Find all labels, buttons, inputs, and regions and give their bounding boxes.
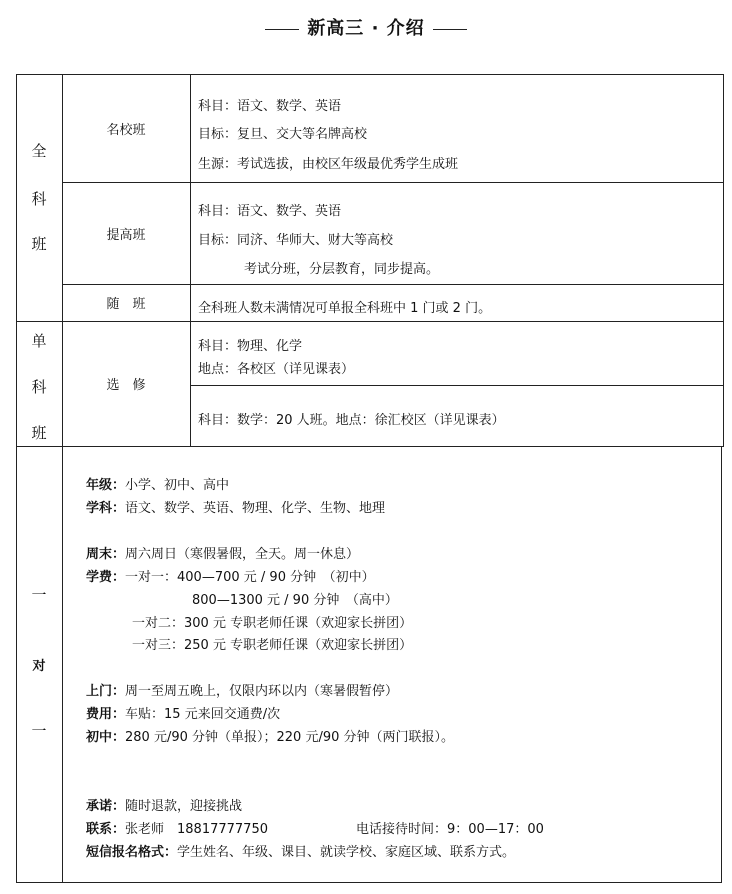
section-label-char: 班 xyxy=(31,424,47,442)
section-label-char: 全 xyxy=(31,142,47,160)
field-label: 年级： xyxy=(86,478,126,493)
field-label: 初中： xyxy=(86,730,126,745)
class-name-elective: 选 修 xyxy=(106,378,146,393)
field-value: 随时退款，迎接挑战 xyxy=(125,799,243,814)
field-label: 短信报名格式： xyxy=(86,845,178,860)
field-value: 语文、数学、英语、物理、化学、生物、地理 xyxy=(125,501,386,516)
detail-line: 目标：复旦、交大等名牌高校 xyxy=(198,127,368,142)
field-value: 学生姓名、年级、课目、就读学校、家庭区域、联系方式。 xyxy=(177,845,516,860)
field-value: 周六周日（寒假暑假，全天。周一休息） xyxy=(125,547,360,562)
detail-line: 全科班人数未满情况可单报全科班中 1 门或 2 门。 xyxy=(198,301,492,316)
class-name-elite: 名校班 xyxy=(106,122,146,138)
detail-line xyxy=(86,566,375,585)
field-label: 承诺： xyxy=(86,799,126,814)
detail-line xyxy=(86,680,398,699)
detail-line: 科目：语文、数学、英语 xyxy=(198,99,342,114)
field-label: 联系： xyxy=(86,822,126,837)
detail-line: 科目：数学：20 人班。地点：徐汇校区（详见课表） xyxy=(198,413,505,428)
section-label-char: 单 xyxy=(31,332,47,350)
title-text: 新高三 · 介绍 xyxy=(307,18,425,39)
row-divider xyxy=(190,385,724,386)
contact-phone: 张老师 18817777750 xyxy=(125,822,268,837)
detail-line xyxy=(86,474,229,493)
detail-line xyxy=(86,543,359,562)
field-label: 费用： xyxy=(86,707,126,722)
section-label-char: 一 xyxy=(31,722,47,740)
field-value: 280 元/90 分钟（单报）；220 元/90 分钟（两门联报）。 xyxy=(125,730,455,745)
field-value: 车贴：15 元来回交通费/次 xyxy=(125,707,281,722)
column-divider xyxy=(190,74,191,446)
field-label: 周末： xyxy=(86,547,126,562)
field-label: 学费： xyxy=(86,570,126,585)
detail-line xyxy=(86,497,385,516)
detail-line xyxy=(86,818,268,837)
field-value: 小学、初中、高中 xyxy=(125,478,230,493)
table-border-right xyxy=(723,74,724,446)
field-label: 上门： xyxy=(86,684,126,699)
table-border-right xyxy=(721,446,722,883)
office-hours: 电话接待时间：9：00—17：00 xyxy=(356,822,544,837)
table-border-bottom xyxy=(16,882,722,883)
detail-line: 考试分班，分层教育，同步提高。 xyxy=(244,262,440,277)
section-label-char: 科 xyxy=(31,190,47,208)
section-label-char: 科 xyxy=(31,378,47,396)
field-value: 一对一：400—700 元 / 90 分钟 （初中） xyxy=(125,570,375,585)
detail-line: 一对三：250 元 专职老师任课（欢迎家长拼团） xyxy=(132,638,413,653)
detail-line xyxy=(86,841,515,860)
class-name-advanced: 提高班 xyxy=(106,227,146,243)
detail-line xyxy=(86,726,454,745)
section-label-char: 一 xyxy=(31,586,47,604)
class-name-follow: 随 班 xyxy=(106,297,146,312)
detail-line: 地点：各校区（详见课表） xyxy=(198,362,355,377)
detail-line xyxy=(86,703,280,722)
section-label-char: 班 xyxy=(31,235,47,253)
field-value: 周一至周五晚上，仅限内环以内（寒暑假暂停） xyxy=(125,684,399,699)
field-label: 学科： xyxy=(86,501,126,516)
detail-line: 800—1300 元 / 90 分钟 （高中） xyxy=(192,593,398,608)
detail-line: 生源：考试选拔，由校区年级最优秀学生成班 xyxy=(198,157,459,172)
detail-line xyxy=(86,795,242,814)
detail-line: 科目：语文、数学、英语 xyxy=(198,204,342,219)
section-label-char: 对 xyxy=(32,659,46,674)
section-divider xyxy=(16,446,724,447)
detail-line: 一对二：300 元 专职老师任课（欢迎家长拼团） xyxy=(132,616,413,631)
detail-line: 科目：物理、化学 xyxy=(198,339,303,354)
detail-line: 目标：同济、华师大、财大等高校 xyxy=(198,233,394,248)
